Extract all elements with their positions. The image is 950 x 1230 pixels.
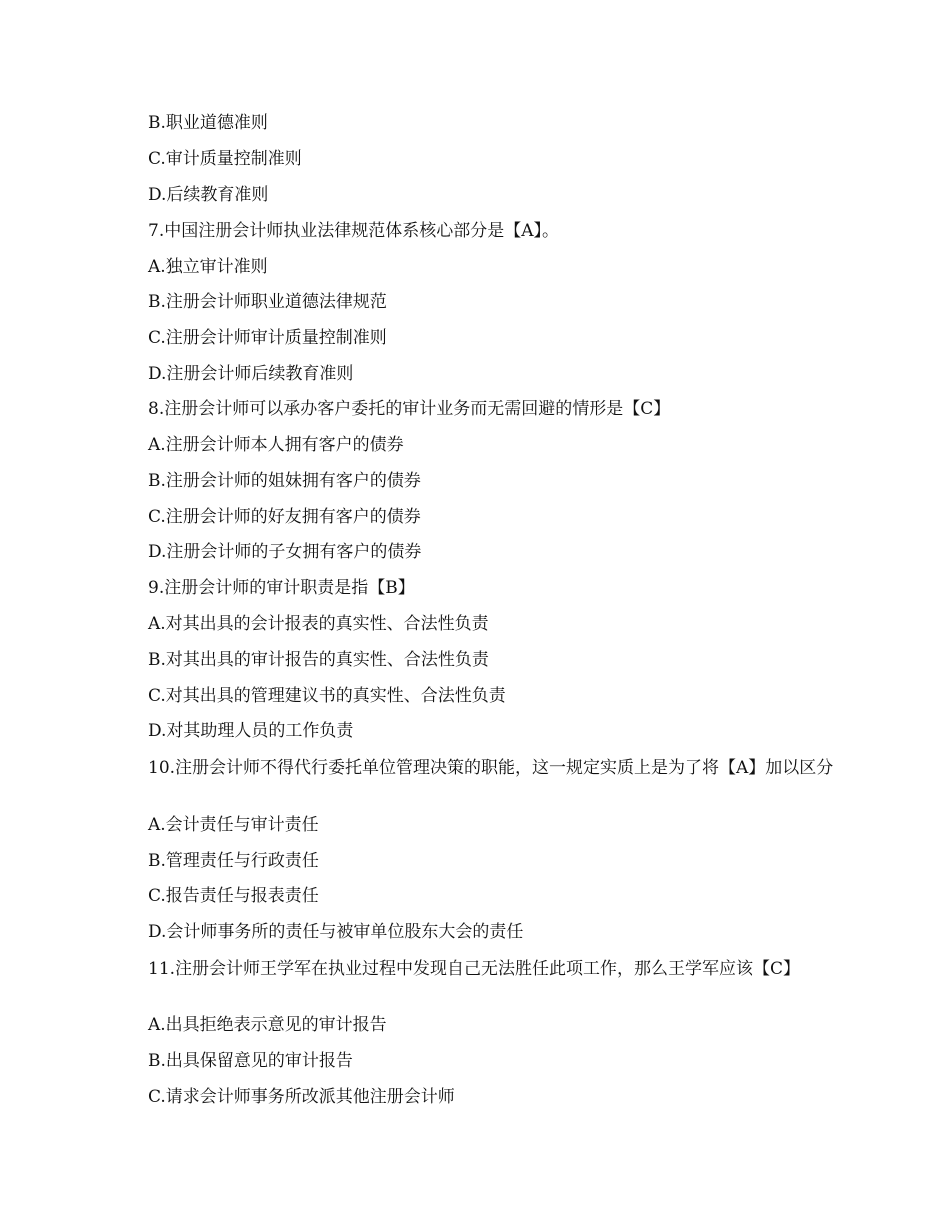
option-line: C.请求会计师事务所改派其他注册会计师 xyxy=(148,1087,455,1107)
option-line: B.职业道德准则 xyxy=(148,113,268,133)
question-7: 7.中国注册会计师执业法律规范体系核心部分是【A】。 xyxy=(148,221,559,241)
option-line: A.注册会计师本人拥有客户的债券 xyxy=(148,435,404,455)
option-line: C.审计质量控制准则 xyxy=(148,149,302,169)
question-11: 11.注册会计师王学军在执业过程中发现自己无法胜任此项工作，那么王学军应该【C】 xyxy=(148,959,801,979)
option-line: B.注册会计师职业道德法律规范 xyxy=(148,292,387,312)
option-line: D.对其助理人员的工作负责 xyxy=(148,721,354,741)
option-line: B.出具保留意见的审计报告 xyxy=(148,1051,353,1071)
option-line: C.注册会计师审计质量控制准则 xyxy=(148,328,387,348)
option-line: C.报告责任与报表责任 xyxy=(148,886,319,906)
option-line: A.会计责任与审计责任 xyxy=(148,815,319,835)
option-line: B.管理责任与行政责任 xyxy=(148,851,319,871)
option-line: A.出具拒绝表示意见的审计报告 xyxy=(148,1015,387,1035)
option-line: B.对其出具的审计报告的真实性、合法性负责 xyxy=(148,650,489,670)
question-8: 8.注册会计师可以承办客户委托的审计业务而无需回避的情形是【C】 xyxy=(148,399,671,419)
option-line: B.注册会计师的姐妹拥有客户的债券 xyxy=(148,471,421,491)
option-line: D.后续教育准则 xyxy=(148,185,269,205)
question-10: 10.注册会计师不得代行委托单位管理决策的职能，这一规定实质上是为了将【A】加以区分 xyxy=(148,758,834,778)
question-9: 9.注册会计师的审计职责是指【B】 xyxy=(148,578,415,598)
option-line: A.对其出具的会计报表的真实性、合法性负责 xyxy=(148,614,489,634)
option-line: A.独立审计准则 xyxy=(148,257,268,277)
option-line: C.注册会计师的好友拥有客户的债券 xyxy=(148,507,421,527)
option-line: D.注册会计师后续教育准则 xyxy=(148,364,354,384)
option-line: D.会计师事务所的责任与被审单位股东大会的责任 xyxy=(148,922,524,942)
option-line: C.对其出具的管理建议书的真实性、合法性负责 xyxy=(148,686,506,706)
option-line: D.注册会计师的子女拥有客户的债券 xyxy=(148,542,422,562)
